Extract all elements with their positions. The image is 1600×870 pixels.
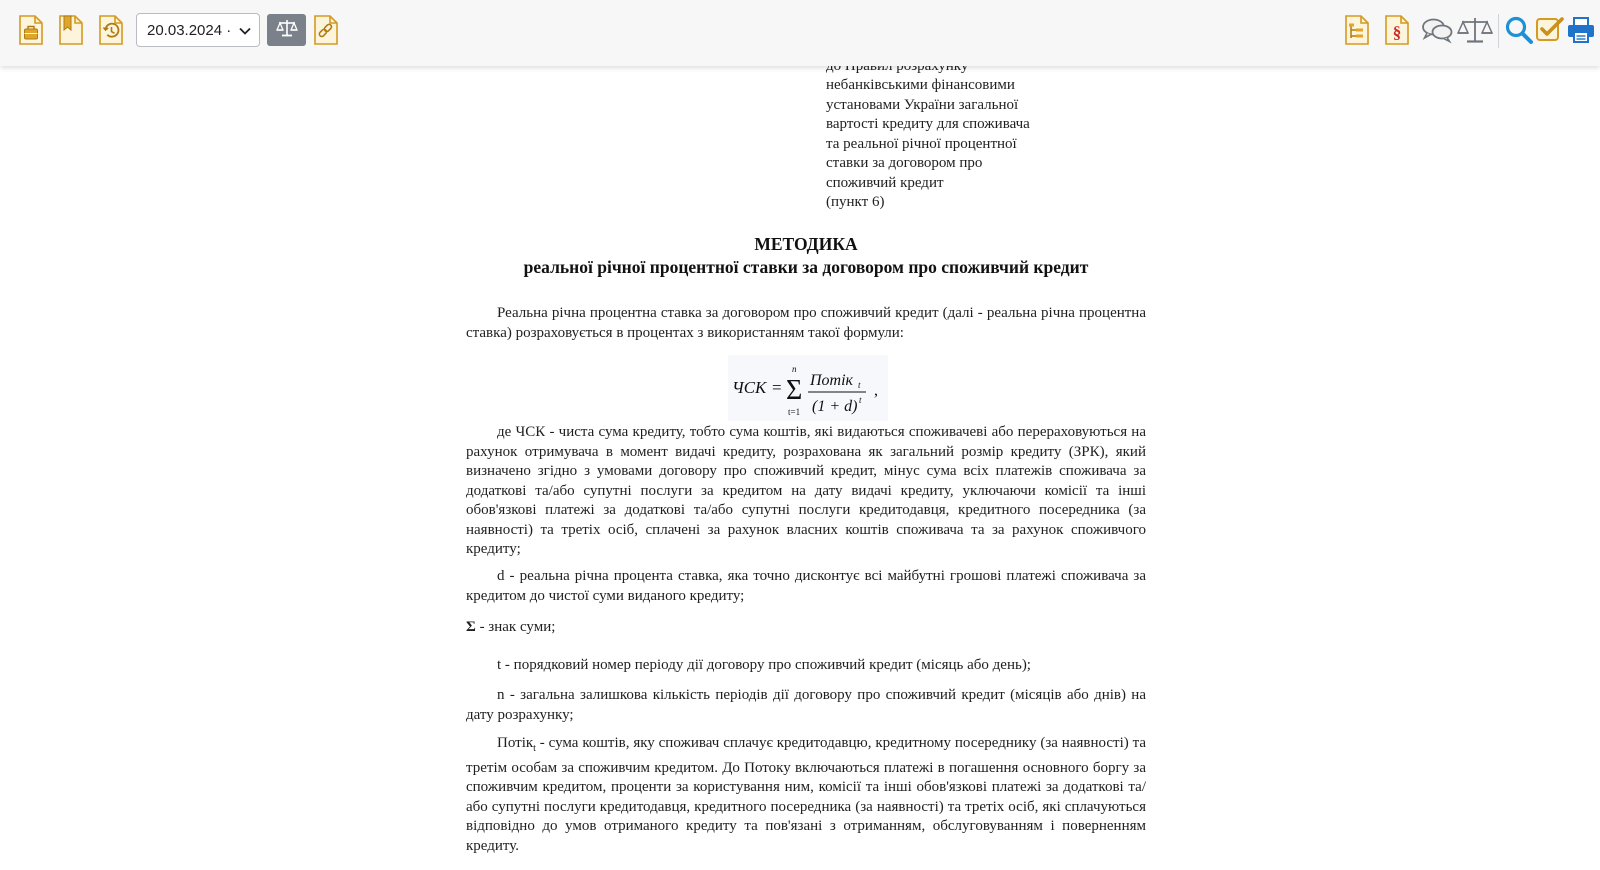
definition-t-text: t - порядковий номер періоду дії договору про споживчий кредит (місяць або день); — [497, 657, 1031, 673]
definition-sigma — [466, 618, 1146, 638]
appendix-line: ставки за договором про — [826, 155, 983, 171]
search-button[interactable] — [1502, 13, 1536, 47]
potik-subscript: t — [533, 743, 536, 754]
definition-sigma-text: - знак суми; — [475, 619, 556, 635]
definition-d-text: d - реальна річна процента ставка, яка точно дисконтує всі майбутні грошові платежі споживача за кредитом до чистої суми виданого кредиту; — [466, 568, 1146, 604]
comments-button[interactable] — [1420, 13, 1454, 47]
definition-d — [466, 567, 1146, 606]
comments-icon — [1421, 16, 1453, 44]
briefcase-button[interactable] — [14, 13, 48, 47]
bookmark-icon — [55, 14, 87, 46]
date-select-value: 20.03.2024 · — [147, 21, 232, 39]
toolbar-divider — [1498, 14, 1499, 48]
appendix-line: небанківськими фінансовими — [826, 77, 1015, 93]
section-button[interactable] — [1380, 13, 1414, 47]
document-tree-button[interactable] — [1340, 13, 1374, 47]
definition-chsk-text: де ЧСК - чиста сума кредиту, тобто сума коштів, які видаються споживачеві або перераховуються на рахунок отримувача в момент видачі кредиту, розрахована як загальний розмір кредиту (ЗРК), який визначено згідно з умовами договору про споживчий кредит, мінус сума всіх платежів споживача за додаткові та/або супутні послуги за кредитом на дату видачі кредиту, уключаючи комісії та інші обов'язкові платежі за додаткові та/або супутні послуги кредитодавця, кредитного посередника (за наявності) та третіх осіб, сплачені за рахунок власних коштів споживача та за рахунок споживчого кредиту; — [466, 424, 1146, 557]
appendix-line: (пункт 6) — [826, 194, 885, 210]
document-title: МЕТОДИКА — [754, 234, 858, 254]
formula-equals: = — [772, 378, 782, 397]
formula-denominator: (1 + d) — [812, 398, 858, 415]
appendix-line: споживчий кредит — [826, 174, 944, 191]
definition-chsk — [466, 423, 1146, 560]
formula-numerator-sub: t — [858, 380, 861, 390]
definition-n — [466, 686, 1146, 725]
intro-text: Реальна річна процентна ставка за договором про споживчий кредит (далі - реальна річна процентна ставка) розраховується в процентах з використанням такої формули: — [466, 305, 1146, 341]
formula-sum-top: n — [792, 364, 797, 374]
scales-icon — [1457, 15, 1493, 45]
link-icon — [310, 14, 342, 46]
npv-formula — [728, 355, 888, 421]
bookmark-button[interactable] — [54, 13, 88, 47]
link-button[interactable] — [309, 13, 343, 47]
definition-potik — [466, 734, 1146, 856]
formula-tail: , — [874, 382, 878, 399]
appendix-line: вартості кредиту для споживача — [826, 116, 1030, 132]
check-icon — [1535, 15, 1565, 45]
check-button[interactable] — [1533, 13, 1567, 47]
appendix-line: та реальної річної процентної — [826, 135, 1017, 152]
section-icon — [1381, 14, 1413, 46]
history-icon — [95, 14, 127, 46]
sigma-symbol: Σ — [466, 619, 476, 635]
intro-paragraph — [466, 304, 1146, 343]
compare-editions-button[interactable] — [267, 14, 306, 46]
chevron-down-icon — [239, 22, 251, 39]
document-view[interactable] — [0, 66, 1600, 870]
appendix-line: установами України загальної — [826, 96, 1019, 113]
definition-n-text: n - загальна залишкова кількість періодів дії договору про споживчий кредит (місяців або днів) на дату розрахунку; — [466, 687, 1146, 723]
print-button[interactable] — [1564, 13, 1598, 47]
formula-denominator-sup: t — [859, 395, 862, 405]
document-subtitle: реальної річної процентної ставки за договором про споживчий кредит — [523, 257, 1089, 277]
compare-button[interactable] — [1456, 13, 1494, 47]
history-button[interactable] — [94, 13, 128, 47]
formula-sum-bottom: t=1 — [788, 407, 801, 417]
briefcase-icon — [15, 14, 47, 46]
document-tree-icon — [1341, 14, 1373, 46]
potik-word: Потік — [497, 735, 534, 751]
svg-text:§: § — [1392, 23, 1402, 42]
definition-potik-text: - сума коштів, яку споживач сплачує кредитодавцю, кредитному посереднику (за наявності) та третім особам за споживчим кредитом. До Потоку включаються платежі в погашення основного боргу за споживчим кредитом, проценти за користування ним, комісії та інші обов'язкові платежі за додаткові та/або супутні послуги кредитодавця, кредитного посередника (за наявності) та третіх осіб, які сплачуються відповідно до умов отриманого кредиту та пов'язані з отриманням, обслуговуванням і поверненням кредиту. — [466, 735, 1146, 854]
date-select[interactable] — [136, 13, 260, 47]
search-icon — [1504, 15, 1534, 45]
toolbar — [0, 0, 1600, 66]
definition-t — [466, 656, 1146, 676]
formula-numerator: Потік — [810, 372, 854, 389]
formula-lhs: ЧСК — [732, 378, 767, 397]
scales-icon — [276, 18, 298, 43]
formula-sum-sign: Σ — [786, 375, 803, 406]
print-icon — [1566, 15, 1596, 45]
